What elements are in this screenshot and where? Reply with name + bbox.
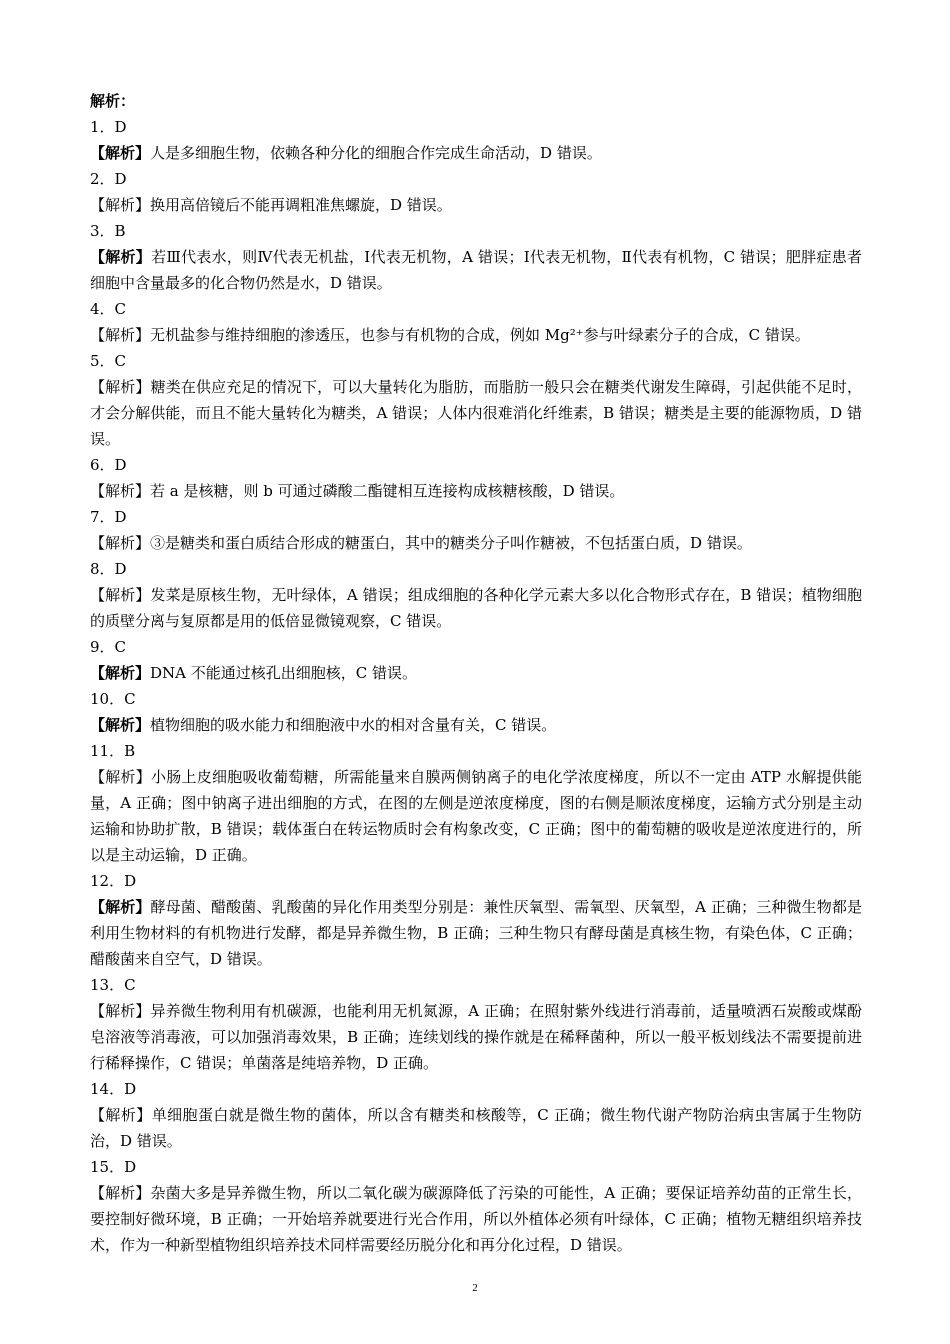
answer-item — [90, 504, 862, 556]
explanation — [90, 140, 862, 166]
explanation — [90, 660, 862, 686]
explanation — [90, 1102, 862, 1154]
explanation-tag: 【解析】 — [90, 378, 151, 396]
answer-number: 10．C — [90, 690, 136, 708]
explanation-text: 发菜是原核生物，无叶绿体，A 错误；组成细胞的各种化学元素大多以化合物形式存在，B 错误；植物细胞的质壁分离与复原都是用的低倍显微镜观察，C 错误。 — [90, 586, 862, 630]
explanation-tag: 【解析】 — [90, 326, 151, 344]
explanation-tag: 【解析】 — [90, 768, 152, 786]
explanation — [90, 764, 862, 868]
explanation-tag: 【解析】 — [90, 664, 151, 682]
answer-item — [90, 452, 862, 504]
answer-number: 4．C — [90, 300, 127, 318]
answer-item — [90, 556, 862, 634]
answer-section — [90, 88, 862, 1258]
explanation — [90, 530, 862, 556]
explanation-text: 单细胞蛋白就是微生物的菌体，所以含有糖类和核酸等，C 正确；微生物代谢产物防治病虫害属于生物防治，D 错误。 — [90, 1106, 862, 1150]
explanation — [90, 582, 862, 634]
answer-item — [90, 296, 862, 348]
explanation-text: 酵母菌、醋酸菌、乳酸菌的异化作用类型分别是：兼性厌氧型、需氧型、厌氧型，A 正确；三种微生物都是利用生物材料的有机物进行发酵，都是异养微生物，B 正确；三种生物只有酵母菌是真核生物，有染色体，C 正确；醋酸菌来自空气，D 错误。 — [90, 898, 862, 968]
explanation-tag: 【解析】 — [90, 586, 151, 604]
answer-number: 2．D — [90, 170, 127, 188]
answer-item — [90, 348, 862, 452]
answer-item — [90, 634, 862, 686]
explanation-text: 换用高倍镜后不能再调粗准焦螺旋，D 错误。 — [150, 196, 452, 214]
answer-number: 1．D — [90, 118, 127, 136]
answer-number: 8．D — [90, 560, 127, 578]
explanation — [90, 322, 862, 348]
explanation-text: 若Ⅲ代表水，则Ⅳ代表无机盐，Ⅰ代表无机物，A 错误；Ⅰ代表无机物，Ⅱ代表有机物，C 错误；肥胖症患者细胞中含量最多的化合物仍然是水，D 错误。 — [90, 248, 862, 292]
answer-item — [90, 1076, 862, 1154]
answer-number: 12．D — [90, 872, 137, 890]
page-number: 2 — [472, 1282, 478, 1294]
explanation-tag: 【解析】 — [90, 482, 151, 500]
answer-item — [90, 686, 862, 738]
answer-number: 15．D — [90, 1158, 137, 1176]
answer-number: 7．D — [90, 508, 127, 526]
explanation-text: ③是糖类和蛋白质结合形成的糖蛋白，其中的糖类分子叫作糖被，不包括蛋白质，D 错误。 — [150, 534, 752, 552]
explanation — [90, 192, 862, 218]
explanation — [90, 478, 862, 504]
explanation-tag: 【解析】 — [90, 1106, 152, 1124]
explanation-text: 糖类在供应充足的情况下，可以大量转化为脂肪，而脂肪一般只会在糖类代谢发生障碍，引起供能不足时，才会分解供能，而且不能大量转化为糖类，A 错误；人体内很难消化纤维素，B 错误；糖类是主要的能源物质，D 错误。 — [90, 378, 862, 448]
explanation — [90, 374, 862, 452]
explanation — [90, 244, 862, 296]
answer-number: 3．B — [90, 222, 126, 240]
answer-item — [90, 218, 862, 296]
answer-item — [90, 114, 862, 166]
answer-item — [90, 1154, 862, 1258]
answer-number: 13．C — [90, 976, 136, 994]
answer-number: 11．B — [90, 742, 136, 760]
section-heading: 解析： — [90, 92, 136, 110]
answer-item — [90, 166, 862, 218]
answer-number: 9．C — [90, 638, 127, 656]
explanation — [90, 998, 862, 1076]
explanation-tag: 【解析】 — [90, 144, 151, 162]
explanation-tag: 【解析】 — [90, 248, 152, 266]
answer-item — [90, 972, 862, 1076]
answer-item — [90, 868, 862, 972]
explanation-text: 若 a 是核糖，则 b 可通过磷酸二酯键相互连接构成核糖核酸，D 错误。 — [150, 482, 625, 500]
explanation-text: 人是多细胞生物，依赖各种分化的细胞合作完成生命活动，D 错误。 — [150, 144, 602, 162]
explanation-text: 异养微生物利用有机碳源，也能利用无机氮源，A 正确；在照射紫外线进行消毒前，适量喷洒石炭酸或煤酚皂溶液等消毒液，可以加强消毒效果，B 正确；连续划线的操作就是在稀释菌种，所以一般平板划线法不需要提前进行稀释操作，C 错误；单菌落是纯培养物，D 正确。 — [90, 1002, 862, 1072]
explanation-tag: 【解析】 — [90, 1002, 151, 1020]
explanation-tag: 【解析】 — [90, 1184, 151, 1202]
answer-number: 5．C — [90, 352, 127, 370]
explanation-tag: 【解析】 — [90, 196, 151, 214]
explanation-tag: 【解析】 — [90, 534, 151, 552]
explanation-text: 杂菌大多是异养微生物，所以二氧化碳为碳源降低了污染的可能性，A 正确；要保证培养幼苗的正常生长，要控制好微环境，B 正确；一开始培养就要进行光合作用，所以外植体必须有叶绿体，C 正确；植物无糖组织培养技术，作为一种新型植物组织培养技术同样需要经历脱分化和再分化过程，D 错误。 — [90, 1184, 862, 1254]
explanation-tag: 【解析】 — [90, 716, 151, 734]
explanation-text: 小肠上皮细胞吸收葡萄糖，所需能量来自膜两侧钠离子的电化学浓度梯度，所以不一定由 ATP 水解提供能量，A 正确；图中钠离子进出细胞的方式，在图的左侧是逆浓度梯度，图的右侧是顺浓度梯度，运输方式分别是主动运输和协助扩散，B 错误；载体蛋白在转运物质时会有构象改变，C 正确；图中的葡萄糖的吸收是逆浓度进行的，所以是主动运输，D 正确。 — [90, 768, 862, 864]
explanation-text: 无机盐参与维持细胞的渗透压，也参与有机物的合成，例如 Mg²⁺参与叶绿素分子的合成，C 错误。 — [150, 326, 810, 344]
answer-item — [90, 738, 862, 868]
explanation — [90, 894, 862, 972]
explanation-tag: 【解析】 — [90, 898, 151, 916]
explanation — [90, 1180, 862, 1258]
explanation-text: 植物细胞的吸水能力和细胞液中水的相对含量有关，C 错误。 — [150, 716, 557, 734]
answer-list — [90, 114, 862, 1258]
answer-number: 14．D — [90, 1080, 137, 1098]
answer-number: 6．D — [90, 456, 127, 474]
explanation-text: DNA 不能通过核孔出细胞核，C 错误。 — [150, 664, 418, 682]
explanation — [90, 712, 862, 738]
